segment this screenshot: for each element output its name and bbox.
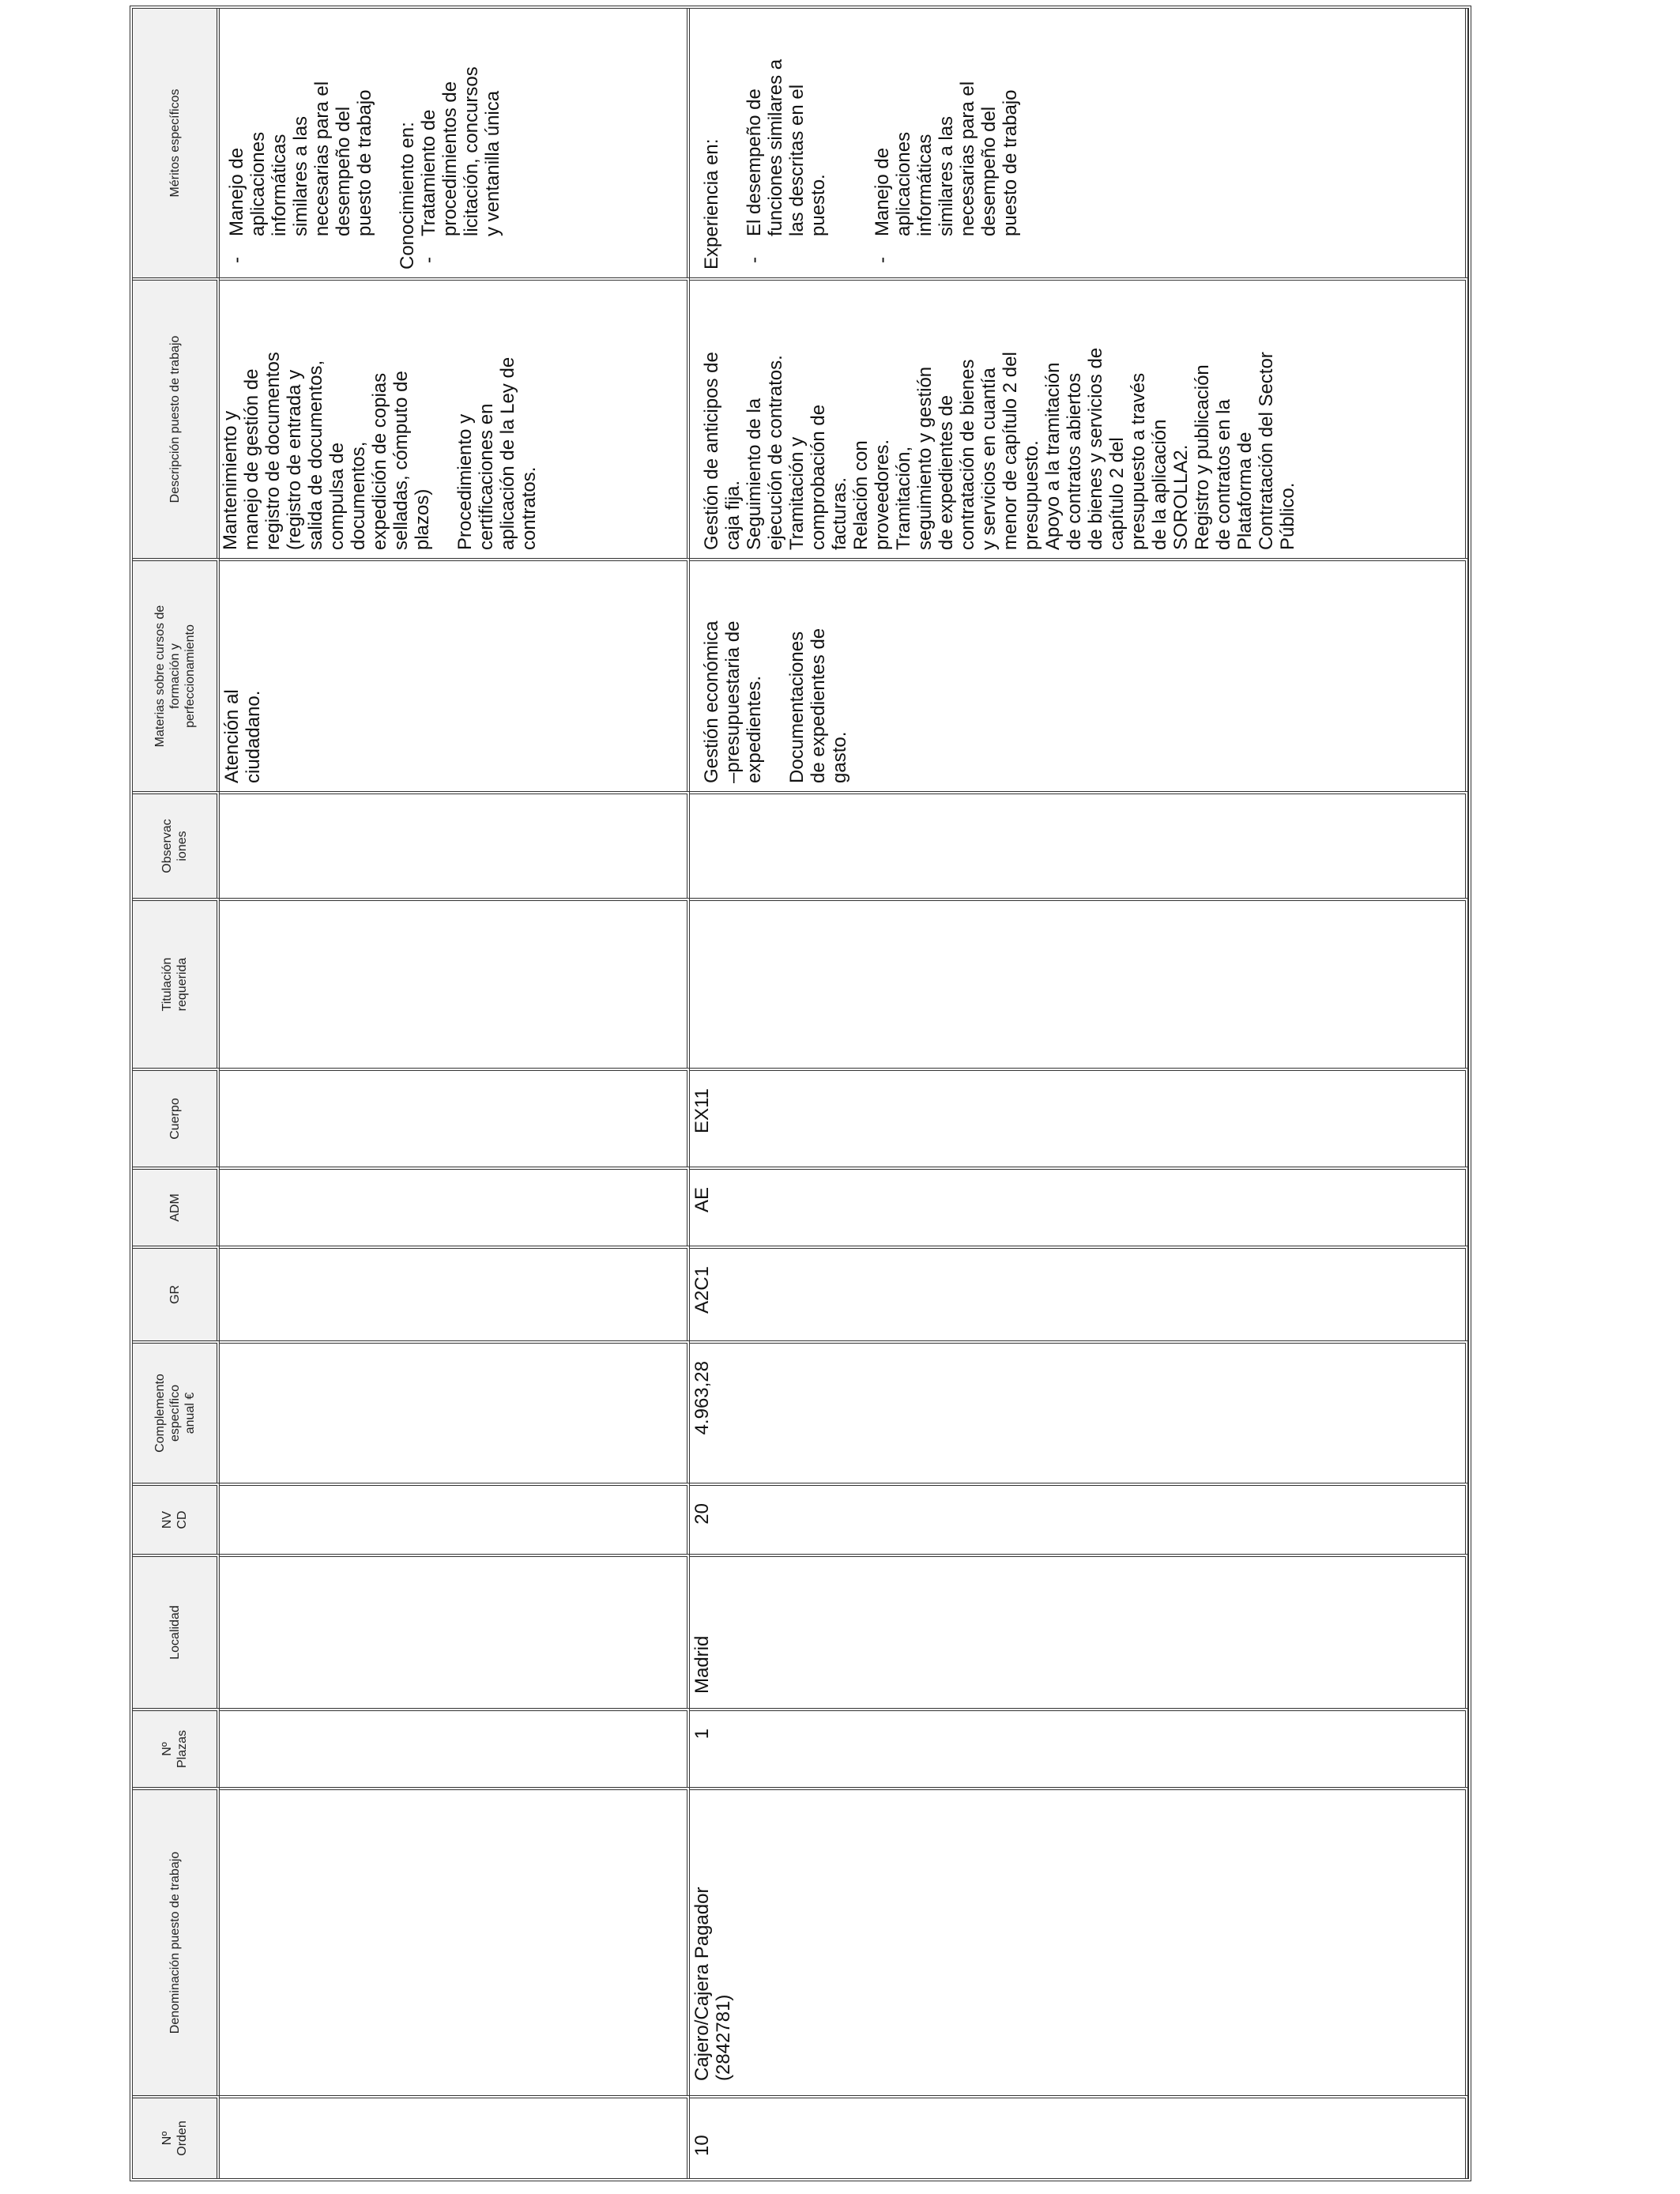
materias-text: Atención al ciudadano. [221, 689, 264, 783]
cell-grupo [690, 1246, 1468, 1340]
header-descripcion: Descripción puesto de trabajo [133, 277, 220, 558]
header-titulacion: Titulación requerida [133, 898, 220, 1068]
meritos-item-text: El desempeño de funciones similares a las descritas en el puesto. [744, 58, 829, 236]
header-complemento: Complemento específico anual € [133, 1340, 220, 1483]
descripcion-paragraph: Procedimiento y certificaciones en aplicación de la Ley de contratos. [454, 356, 540, 550]
cell-complemento [690, 1340, 1468, 1483]
cell-descripcion [220, 277, 690, 558]
cell-denominacion [220, 1787, 690, 2095]
meritos-heading: Experiencia en: [701, 138, 722, 270]
table-row [220, 9, 690, 2178]
adm-value: AE [691, 1187, 713, 1213]
rotated-page [130, 12, 1465, 2181]
header-orden: Nº Orden [133, 2095, 220, 2178]
header-nivel: NV CD [133, 1483, 220, 1554]
meritos-heading: Conocimiento en: [397, 122, 418, 270]
table-row [690, 9, 1468, 2178]
header-grupo: GR [133, 1246, 220, 1340]
meritos-item-text: Tratamiento de procedimientos de licitación, concursos y ventanilla única [418, 66, 503, 236]
header-adm: ADM [133, 1167, 220, 1246]
descripcion-text: Gestión de anticipos de caja fija. Seguimiento de la ejecución de contratos. Tramitación y comprobación de facturas. Relación con proveedores. Tramitación, seguimiento y gestión de expedientes de contratación de bienes y servicios en cuantía menor de capítulo 2 del presupuesto. Apoyo a la tramitación de contratos abiertos de bienes y servicios de capítulo 2 del presupuesto a través de la aplicación SOROLLA2. Registro y publicación de contratos en la Plataforma de Contratación del Sector Público. [701, 347, 1298, 550]
materias-text [690, 561, 852, 791]
complemento-value: 4.963,28 [691, 1361, 713, 1435]
meritos-item-text: Manejo de aplicaciones informáticas similares a las necesarias para el desempeño del puesto de trabajo [872, 81, 1021, 236]
cuerpo-value: EX11 [691, 1088, 713, 1133]
descripcion-text [220, 281, 541, 558]
cell-orden [220, 2095, 690, 2178]
descripcion-paragraph: Mantenimiento y manejo de gestión de registro de documentos (registro de entrada y salida de documentos, compulsa de documentos, expedición de copias selladas, cómputo de plazos) [220, 352, 433, 550]
cell-complemento [220, 1340, 690, 1483]
cell-materias [220, 558, 690, 791]
cell-grupo [220, 1246, 690, 1340]
meritos-item-text: Manejo de aplicaciones informáticas similares a las necesarias para el desempeño del puesto de trabajo [226, 81, 375, 236]
cell-titulacion [690, 898, 1468, 1068]
cell-localidad [220, 1554, 690, 1708]
cell-adm [690, 1167, 1468, 1246]
dash-marker: - [226, 257, 247, 263]
dash-marker: - [418, 257, 439, 263]
cell-materias [690, 558, 1468, 791]
cell-plazas [690, 1708, 1468, 1787]
meritos-dash-item [226, 17, 375, 270]
orden-value: 10 [691, 2135, 713, 2156]
cell-plazas [220, 1708, 690, 1787]
job-positions-table [130, 6, 1471, 2181]
grupo-value: A2C1 [691, 1266, 713, 1314]
cell-cuerpo [690, 1068, 1468, 1167]
denominacion-value: Cajero/Cajera Pagador (2842781) [691, 1887, 734, 2081]
cell-observaciones [690, 791, 1468, 898]
header-denominacion: Denominación puesto de trabajo [133, 1787, 220, 2095]
meritos-dash-item [872, 17, 1021, 270]
plazas-value: 1 [691, 1728, 713, 1740]
cell-nivel [220, 1483, 690, 1554]
header-cuerpo: Cuerpo [133, 1068, 220, 1167]
localidad-value: Madrid [691, 1635, 713, 1694]
header-plazas: Nº Plazas [133, 1708, 220, 1787]
cell-orden [690, 2095, 1468, 2178]
header-observaciones: Observac iones [133, 791, 220, 898]
cell-descripcion [690, 277, 1468, 558]
meritos-dash-item [418, 17, 503, 270]
cell-nivel [690, 1483, 1468, 1554]
header-materias: Materias sobre cursos de formación y perfeccionamiento [133, 558, 220, 791]
header-meritos: Méritos específicos [133, 9, 220, 277]
meritos-text [690, 9, 1023, 277]
header-localidad: Localidad [133, 1554, 220, 1708]
header-row [133, 9, 220, 2178]
meritos-text [220, 9, 505, 277]
dash-marker: - [744, 257, 765, 263]
cell-adm [220, 1167, 690, 1246]
materias-paragraph: Documentaciones de expedientes de gasto. [786, 628, 850, 783]
nivel-value: 20 [691, 1503, 713, 1525]
cell-observaciones [220, 791, 690, 898]
cell-localidad [690, 1554, 1468, 1708]
cell-meritos [690, 9, 1468, 277]
meritos-dash-item [744, 17, 829, 270]
dash-marker: - [872, 257, 893, 263]
cell-denominacion [690, 1787, 1468, 2095]
materias-paragraph: Gestión económica –presupuestaria de expedientes. [701, 620, 765, 783]
cell-titulacion [220, 898, 690, 1068]
cell-meritos [220, 9, 690, 277]
cell-cuerpo [220, 1068, 690, 1167]
